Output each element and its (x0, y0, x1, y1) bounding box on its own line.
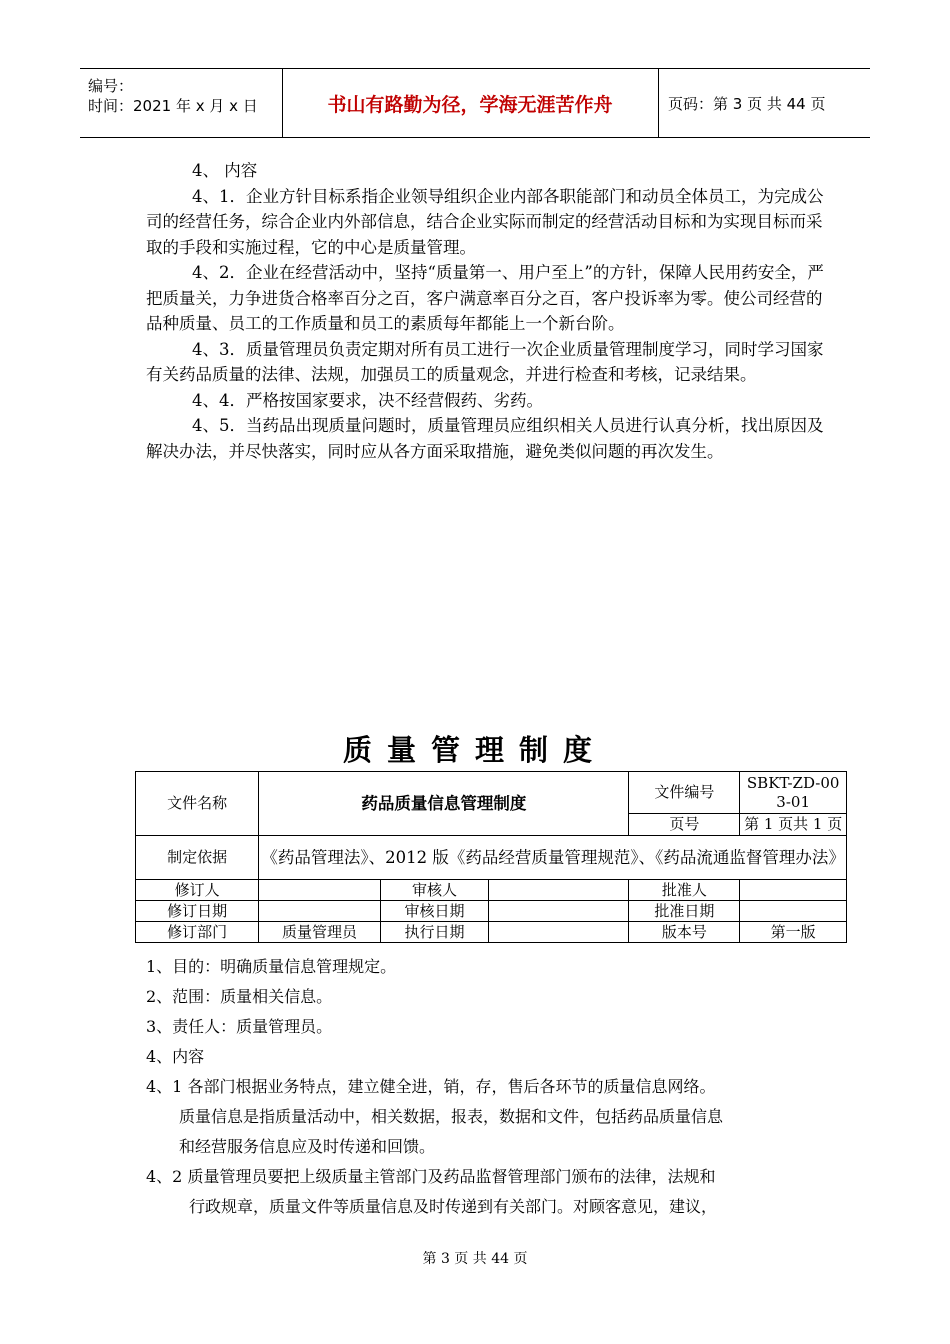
file-name-value: 药品质量信息管理制度 (259, 772, 629, 836)
content-item-cont: 和经营服务信息应及时传递和回馈。 (179, 1137, 436, 1156)
content-item-cont: 质量信息是指质量活动中，相关数据，报表，数据和文件，包括药品质量信息 (179, 1107, 724, 1126)
paragraph: 4、3．质量管理员负责定期对所有员工进行一次企业质量管理制度学习，同时学习国家有关药品质量的法律、法规，加强员工的质量观念，并进行检查和考核，记录结果。 (146, 339, 824, 384)
reviser-value (259, 880, 380, 901)
file-name-label: 文件名称 (136, 772, 259, 836)
file-no-label: 文件编号 (629, 772, 740, 814)
exec-date-value (489, 922, 629, 943)
section-heading: 4、 内容 (192, 161, 258, 180)
approver-label: 批准人 (629, 880, 740, 901)
header-number: 编号： (88, 77, 134, 95)
previous-section (146, 158, 826, 464)
page-header (80, 68, 870, 138)
revise-dept-value: 质量管理员 (259, 922, 380, 943)
policy-content (146, 952, 836, 1222)
paragraph: 4、2．企业在经营活动中，坚持“质量第一、用户至上”的方针，保障人民用药安全，严把质量关，力争进货合格率百分之百，客户满意率百分之百，客户投诉率为零。使公司经营的品种质量、员工的工作质量和员工的素质每年都能上一个新台阶。 (146, 263, 824, 333)
paragraph: 4、5．当药品出现质量问题时，质量管理员应组织相关人员进行认真分析，找出原因及解决办法，并尽快落实，同时应从各方面采取措施，避免类似问题的再次发生。 (146, 416, 824, 461)
version-label: 版本号 (629, 922, 740, 943)
page-no-label: 页号 (629, 814, 740, 836)
header-motto: 书山有路勤为径，学海无涯苦作舟 (282, 69, 659, 137)
review-date-value (489, 901, 629, 922)
scope-line: 2、范围：质量相关信息。 (146, 987, 333, 1006)
basis-value: 《药品管理法》、2012 版《药品经营质量管理规范》、《药品流通监督管理办法》 (259, 836, 847, 880)
paragraph: 4、1．企业方针目标系指企业领导组织企业内部各职能部门和动员全体员工，为完成公司的经营任务，综合企业内外部信息，结合企业实际而制定的经营活动目标和为实现目标而采取的手段和实施过程，它的中心是质量管理。 (146, 186, 824, 257)
basis-label: 制定依据 (136, 836, 259, 880)
content-item: 4、2 质量管理员要把上级质量主管部门及药品监督管理部门颁布的法律，法规和 (146, 1167, 716, 1186)
review-date-label: 审核日期 (380, 901, 489, 922)
page-no-value: 第 1 页共 1 页 (740, 814, 847, 836)
reviewer-value (489, 880, 629, 901)
header-page: 页码：第 3 页 共 44 页 (668, 94, 826, 113)
document-title: 质量管理制度 (342, 733, 607, 767)
responsible-line: 3、责任人：质量管理员。 (146, 1017, 333, 1036)
purpose-line: 1、目的：明确质量信息管理规定。 (146, 957, 397, 976)
revise-date-value (259, 901, 380, 922)
document-info-table (135, 771, 847, 943)
content-heading: 4、内容 (146, 1047, 205, 1066)
header-meta (80, 69, 283, 137)
page-footer: 第 3 页 共 44 页 (422, 1251, 528, 1267)
approve-date-label: 批准日期 (629, 901, 740, 922)
version-value: 第一版 (740, 922, 847, 943)
header-time: 时间：2021 年 x 月 x 日 (88, 97, 258, 115)
revise-dept-label: 修订部门 (136, 922, 259, 943)
reviser-label: 修订人 (136, 880, 259, 901)
approver-value (740, 880, 847, 901)
content-item: 4、1 各部门根据业务特点，建立健全进，销，存，售后各环节的质量信息网络。 (146, 1077, 716, 1096)
exec-date-label: 执行日期 (380, 922, 489, 943)
paragraph: 4、4．严格按国家要求，决不经营假药、劣药。 (192, 390, 543, 410)
file-no-value: SBKT-ZD-003-01 (740, 772, 847, 814)
revise-date-label: 修订日期 (136, 901, 259, 922)
content-item-cont: 行政规章，质量文件等质量信息及时传递到有关部门。对顾客意见，建议， (189, 1197, 718, 1216)
reviewer-label: 审核人 (380, 880, 489, 901)
approve-date-value (740, 901, 847, 922)
